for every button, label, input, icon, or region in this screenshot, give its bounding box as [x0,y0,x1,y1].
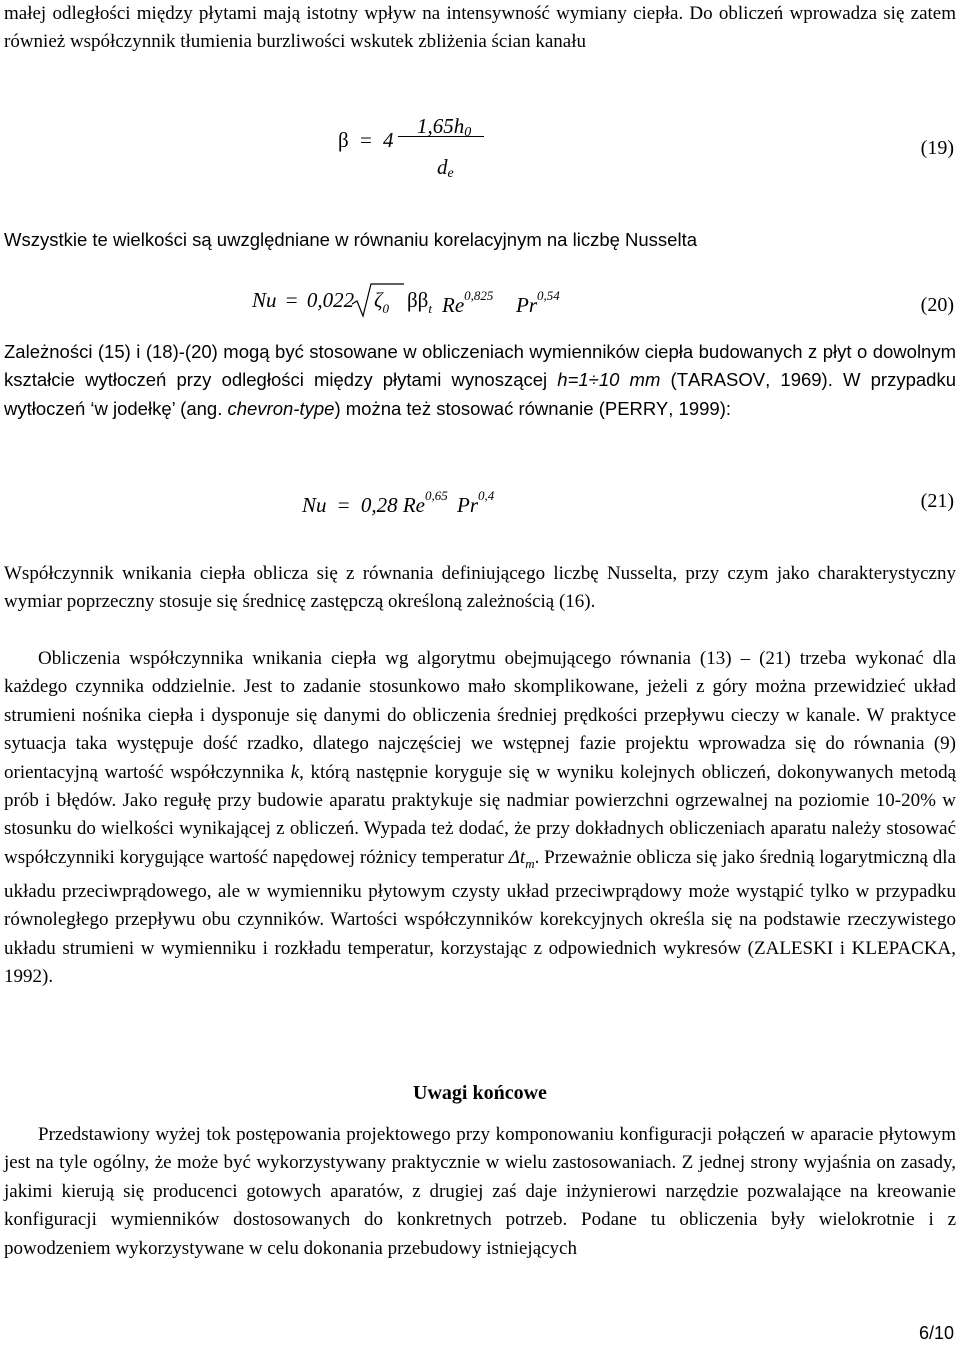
equation-number-19: (19) [920,137,954,159]
coefficient: 4 [383,128,394,152]
paragraph-dependencies: Zależności (15) i (18)-(20) mogą być stosowane w obliczeniach wymienników ciepła budowanych z płyt o dowolnym kształcie wytłoczeń przy odległości między płytami wynoszącej h=1÷10 mm (TARASOV, 1969). W przypadku wytłoczeń ‘w jodełkę’ (ang. chevron-type) można też stosować równanie (PERRY, 1999): [4,341,956,419]
equals-sign: = [359,128,372,152]
paragraph-nusselt: Wszystkie te wielkości są uwzględniane w równaniu korelacyjnym na liczbę Nusselta [4,229,698,250]
paragraph-coefficient: Współczynnik wnikania ciepła oblicza się z równania definiującego liczbę Nusselta, przy czym jako charakterystyczny wymiar poprzeczny stosuje się średnicę zastępczą określoną zależnością (16). [4,563,956,613]
beta-symbol: β [338,128,349,152]
fraction-denominator: $d_e$ [437,155,454,181]
section-heading: Uwagi końcowe [413,1082,547,1104]
equation-19 [338,128,394,153]
paragraph-final: Przedstawiony wyżej tok postępowania projektowego przy komponowaniu konfiguracji połączeń w aparacie płytowym jest na tyle ogólny, że może być wykorzystywany praktycznie w wielu zastosowaniach. Z jednej strony wyjaśnia on zasady, jakimi kierują się producenci gotowych aparatów, z drugiej zaś daje inżynierowi narzędzie pozwalające na kreowanie konfiguracji wymienników dostosowanych do konkretnych potrzeb. Podane tu obliczenia były wielokrotnie i z powodzeniem wykorzystywane w celu dokonania przebudowy istniejących [4,1124,956,1259]
equation-20: Nu = 0,022 [252,288,355,312]
fraction-numerator: $1,65h_0$ [417,114,472,140]
paragraph-calculation: Obliczenia współczynnika wnikania ciepła wg algorytmu obejmującego równania (13) – (21) trzeba wykonać dla każdego czynnika oddzielnie. Jest to zadanie stosunkowo mało skomplikowane, jeżeli z góry można przewidzieć układ strumieni nośnika ciepła i dysponuje się danymi do obliczenia średniej prędkości przepływu cieczy w kanale. W praktyce sytuacja taka występuje dość rzadko, dlatego najczęściej we wstępnej fazie projektu wprowadza się do równania (9) orientacyjną wartość współczynnika k, którą następnie koryguje się w wyniku kolejnych obliczeń, dokonywanych metodą prób i błędów. Jako regułę przy budowie aparatu praktykuje się nadmiar powierzchni ogrzewalnej na poziomie 10-20% w stosunku do wielkości wynikającej z obliczeń. Wypada też dodać, że przy dokładnych obliczeniach aparatu należy stosować współczynniki korygujące wartość napędowej różnicy temperatur $\Delta t_m$. Przeważnie oblicza się jako średnią logarytmiczną dla układu przeciwprądowego, ale w wymienniku płytowym czysty układ przeciwprądowy może wystąpić tylko w przypadku równoległego przepływu obu czynników. Wartości współczynników korekcyjnych określa się na podstawie rzeczywistego układu strumieni w wymienniku i rozkładu temperatur, korzystając z odpowiednich wykresów (ZALESKI i KLEPACKA, 1992). [4,648,957,988]
reynolds-term: Re$^{0,825}$ [442,288,494,317]
equation-number-21: (21) [920,490,954,512]
page-number: 6/10 [918,1323,954,1343]
beta-terms: $\beta\beta_t$ [407,288,432,316]
prandtl-term: Pr$^{0,54}$ [516,288,560,317]
equation-number-20: (20) [920,294,954,316]
paragraph-intro: małej odległości między płytami mają istotny wpływ na intensywność wymiany ciepła. Do obliczeń wprowadza się zatem również współczynnik tłumienia burzliwości wskutek zbliżenia ścian kanału [4,3,956,53]
zeta-term: $\zeta_0$ [374,288,390,316]
equation-21: Nu = 0,28 Re$^{0,65}$ Pr$^{0,4}$ [302,488,495,517]
